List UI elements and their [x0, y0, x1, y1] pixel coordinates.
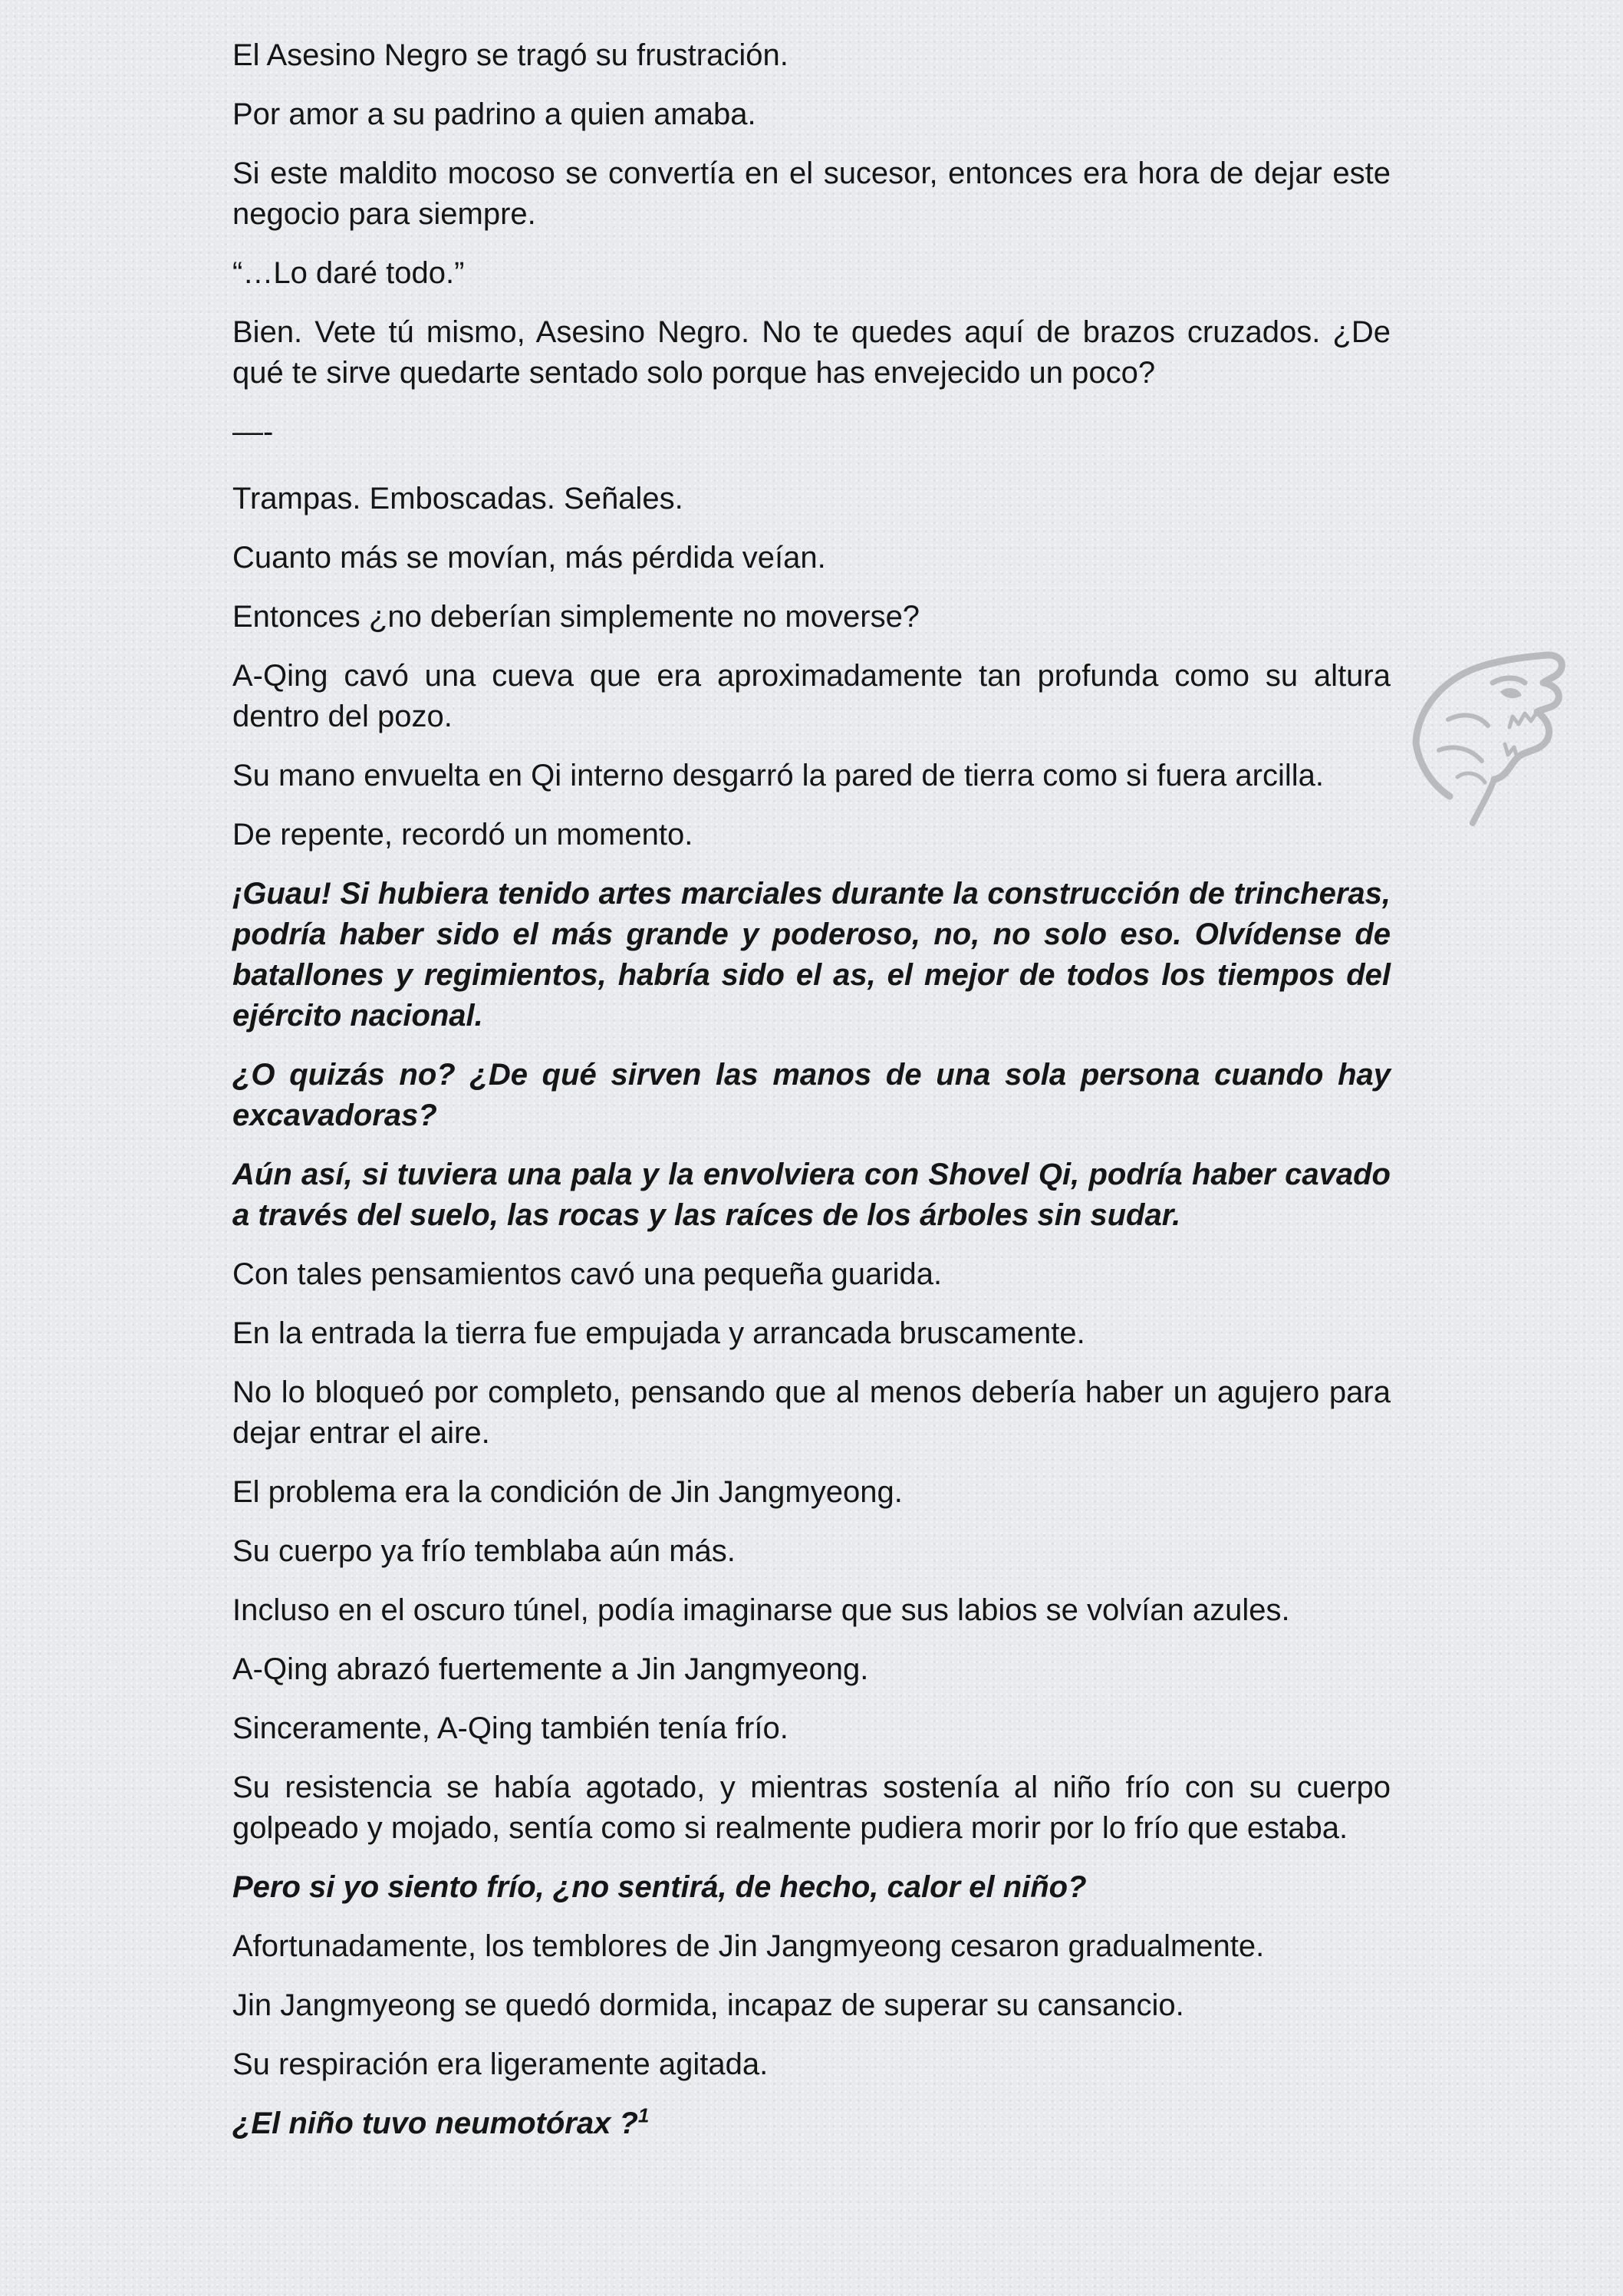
scene-divider: —-	[232, 415, 274, 449]
paragraph-1: El Asesino Negro se tragó su frustración.	[232, 38, 788, 72]
paragraph-21: Incluso en el oscuro túnel, podía imaginarse que sus labios se volvían azules.	[232, 1593, 1290, 1627]
thought-paragraph-last	[232, 2103, 1391, 2144]
last-paragraph-text: ¿El niño tuvo neumotórax ?	[232, 2107, 638, 2140]
paragraph-18: No lo bloqueó por completo, pensando que al menos debería haber un agujero para dejar entrar el aire.	[232, 1375, 1391, 1450]
paragraph-24: Su resistencia se había agotado, y mientras sostenía al niño frío con su cuerpo golpeado y mojado, sentía como si realmente pudiera morir por lo frío que estaba.	[232, 1771, 1391, 1845]
paragraph-5: Bien. Vete tú mismo, Asesino Negro. No te quedes aquí de brazos cruzados. ¿De qué te sirve quedarte sentado solo porque has envejecido un poco?	[232, 315, 1391, 390]
paragraph-20: Su cuerpo ya frío temblaba aún más.	[232, 1534, 736, 1568]
paragraph-8: Cuanto más se movían, más pérdida veían.	[232, 541, 826, 575]
paragraph-12: De repente, recordó un momento.	[232, 818, 693, 852]
thought-paragraph-2: ¿O quizás no? ¿De qué sirven las manos de una sola persona cuando hay excavadoras?	[232, 1058, 1391, 1132]
footnote-marker[interactable]: 1	[637, 2103, 650, 2127]
dinosaur-head-icon	[1402, 635, 1586, 827]
paragraph-2: Por amor a su padrino a quien amaba.	[232, 97, 756, 131]
paragraph-11: Su mano envuelta en Qi interno desgarró la pared de tierra como si fuera arcilla.	[232, 759, 1324, 792]
paragraph-23: Sinceramente, A-Qing también tenía frío.	[232, 1711, 788, 1745]
thought-paragraph-3: Aún así, si tuviera una pala y la envolviera con Shovel Qi, podría haber cavado a través del suelo, las rocas y las raíces de los árboles sin sudar.	[232, 1158, 1391, 1232]
thought-paragraph-4: Pero si yo siento frío, ¿no sentirá, de hecho, calor el niño?	[232, 1870, 1087, 1904]
paragraph-3: Si este maldito mocoso se convertía en el sucesor, entonces era hora de dejar este negocio para siempre.	[232, 156, 1391, 231]
thought-paragraph-1: ¡Guau! Si hubiera tenido artes marciales durante la construcción de trincheras, podría haber sido el más grande y poderoso, no, no solo eso. Olvídense de batallones y regimientos, habría sido el as, el mejor de todos los tiempos del ejército nacional.	[232, 877, 1391, 1033]
paragraph-27: Jin Jangmyeong se quedó dormida, incapaz de superar su cansancio.	[232, 1988, 1184, 2022]
paragraph-28: Su respiración era ligeramente agitada.	[232, 2047, 769, 2081]
paragraph-19: El problema era la condición de Jin Jangmyeong.	[232, 1475, 903, 1509]
paragraph-26: Afortunadamente, los temblores de Jin Jangmyeong cesaron gradualmente.	[232, 1929, 1265, 1963]
paragraph-22: A-Qing abrazó fuertemente a Jin Jangmyeong.	[232, 1652, 869, 1686]
paragraph-10: A-Qing cavó una cueva que era aproximadamente tan profunda como su altura dentro del pozo.	[232, 659, 1391, 733]
document-body	[232, 35, 1391, 2163]
paragraph-17: En la entrada la tierra fue empujada y arrancada bruscamente.	[232, 1316, 1085, 1350]
paragraph-16: Con tales pensamientos cavó una pequeña guarida.	[232, 1257, 943, 1291]
paragraph-4: “…Lo daré todo.”	[232, 256, 465, 290]
paragraph-9: Entonces ¿no deberían simplemente no moverse?	[232, 600, 920, 634]
paragraph-7: Trampas. Emboscadas. Señales.	[232, 482, 683, 516]
